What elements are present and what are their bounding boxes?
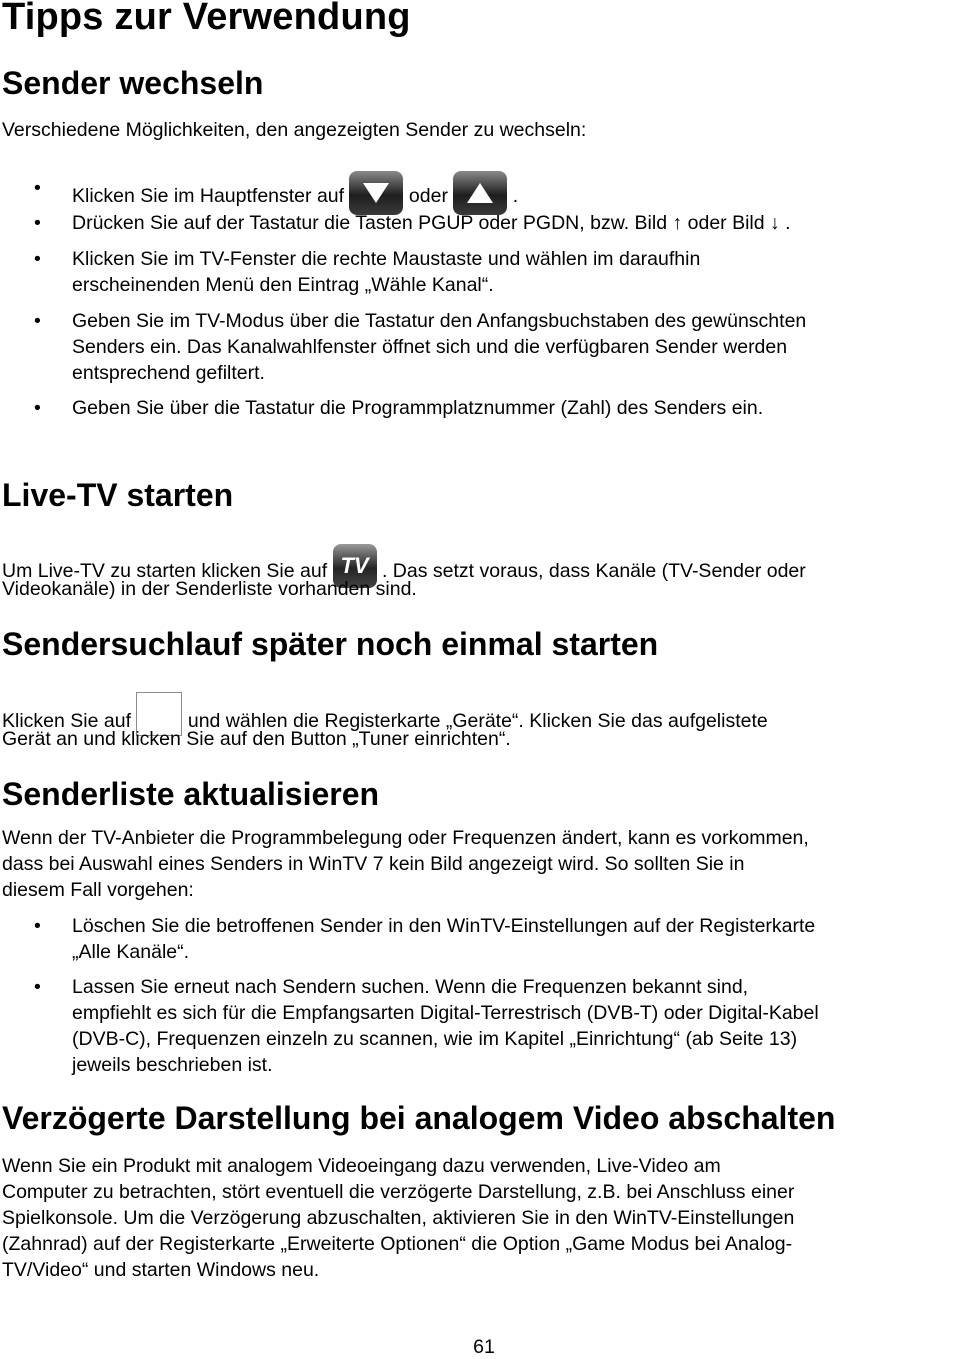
- sec5-line3: Spielkonsole. Um die Verzögerung abzuschalten, aktivieren Sie in den WinTV-Einstellungen: [2, 1207, 795, 1229]
- heading-live-tv-starten: Live-TV starten: [2, 477, 234, 513]
- channel-up-icon[interactable]: [453, 171, 507, 215]
- sec4-bullet-1-line1: Löschen Sie die betroffenen Sender in den WinTV-Einstellungen auf der Registerkarte: [72, 915, 816, 937]
- sec4-bullet-1-line2: „Alle Kanäle“.: [72, 941, 190, 963]
- bullet: •: [34, 248, 41, 270]
- sec5-line2: Computer zu betrachten, stört eventuell die verzögerte Darstellung, z.B. bei Anschluss einer: [2, 1181, 795, 1203]
- sec3-line1: Klicken Sie auf und wählen die Registerkarte „Geräte“. Klicken Sie das aufgelistete: [2, 700, 768, 744]
- sec1-bullet-2: Drücken Sie auf der Tastatur die Tasten PGUP oder PGDN, bzw. Bild ↑ oder Bild ↓ .: [72, 212, 791, 234]
- sec3-line2: Gerät an und klicken Sie auf den Button „Tuner einrichten“.: [2, 728, 511, 750]
- heading-sender-wechseln: Sender wechseln: [2, 65, 264, 101]
- heading-sendersuchlauf: Sendersuchlauf später noch einmal starten: [2, 626, 659, 662]
- sec2-line1: Um Live-TV zu starten klicken Sie auf TV . Das setzt voraus, dass Kanäle (TV-Sender oder: [2, 550, 806, 594]
- sec5-line1: Wenn Sie ein Produkt mit analogem Videoeingang dazu verwenden, Live-Video am: [2, 1155, 721, 1177]
- channel-down-icon[interactable]: [349, 171, 403, 215]
- sec1-bullet-3-line1: Klicken Sie im TV-Fenster die rechte Maustaste und wählen im daraufhin: [72, 248, 701, 270]
- sec4-para-line3: diesem Fall vorgehen:: [2, 879, 194, 901]
- sec1-intro: Verschiedene Möglichkeiten, den angezeigten Sender zu wechseln:: [2, 119, 587, 141]
- bullet: •: [34, 976, 41, 998]
- sec4-bullet-2-line2: empfiehlt es sich für die Empfangsarten Digital-Terrestrisch (DVB-T) oder Digital-Kabel: [72, 1002, 819, 1024]
- sec1-bullet-4-line1: Geben Sie im TV-Modus über die Tastatur den Anfangsbuchstaben des gewünschten: [72, 310, 807, 332]
- bullet: •: [34, 915, 41, 937]
- bullet: •: [34, 212, 41, 234]
- sec1-bullet-3-line2: erscheinenden Menü den Eintrag „Wähle Kanal“.: [72, 274, 494, 296]
- bullet: •: [34, 310, 41, 332]
- heading-senderliste-aktualisieren: Senderliste aktualisieren: [2, 776, 380, 812]
- bullet: •: [34, 177, 41, 199]
- sec1-bullet-4-line2: Senders ein. Das Kanalwahlfenster öffnet sich und die verfügbaren Sender werden: [72, 336, 788, 358]
- sec1-bullet-5: Geben Sie über die Tastatur die Programmplatznummer (Zahl) des Senders ein.: [72, 397, 764, 419]
- sec4-para-line2: dass bei Auswahl eines Senders in WinTV 7 kein Bild angezeigt wird. So sollten Sie in: [2, 853, 745, 875]
- sec4-bullet-2-line4: jeweils beschrieben ist.: [72, 1054, 273, 1076]
- page-number: 61: [473, 1336, 495, 1358]
- sec1-bullet-1: Klicken Sie im Hauptfenster auf oder .: [72, 175, 518, 219]
- sec5-line5: TV/Video“ und starten Windows neu.: [2, 1259, 320, 1281]
- page-title: Tipps zur Verwendung: [2, 0, 411, 38]
- sec4-bullet-2-line3: (DVB-C), Frequenzen einzeln zu scannen, wie im Kapitel „Einrichtung“ (ab Seite 13): [72, 1028, 798, 1050]
- sec4-bullet-2-line1: Lassen Sie erneut nach Sendern suchen. Wenn die Frequenzen bekannt sind,: [72, 976, 749, 998]
- bullet: •: [34, 397, 41, 419]
- sec2-line2: Videokanäle) in der Senderliste vorhanden sind.: [2, 578, 417, 600]
- sec1-bullet-4-line3: entsprechend gefiltert.: [72, 362, 265, 384]
- tv-icon[interactable]: TV: [333, 544, 377, 588]
- sec4-para-line1: Wenn der TV-Anbieter die Programmbelegung oder Frequenzen ändert, kann es vorkommen,: [2, 827, 809, 849]
- sec5-line4: (Zahnrad) auf der Registerkarte „Erweiterte Optionen“ die Option „Game Modus bei Analog-: [2, 1233, 793, 1255]
- heading-verzoegerte-darstellung: Verzögerte Darstellung bei analogem Video abschalten: [2, 1100, 836, 1136]
